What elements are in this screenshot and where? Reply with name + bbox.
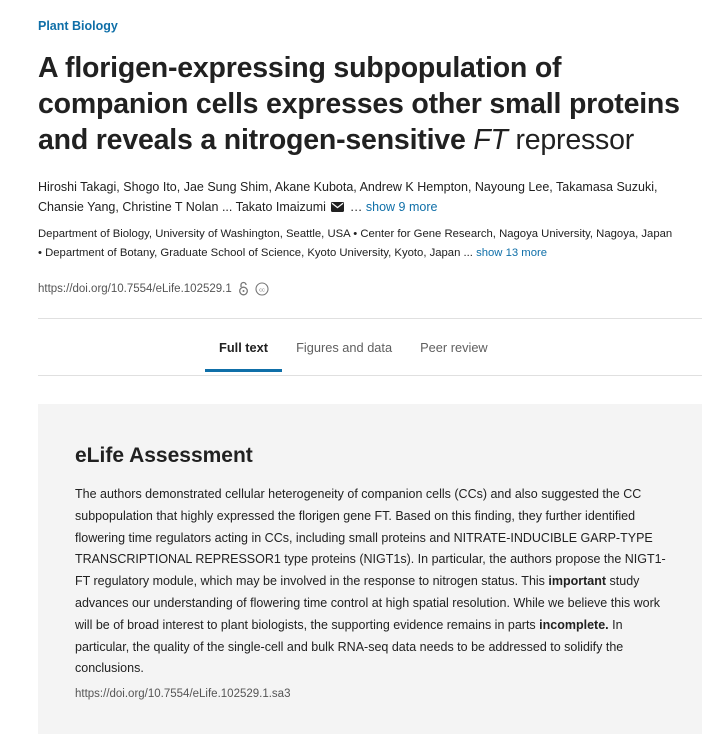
author-list: Hiroshi Takagi, Shogo Ito, Jae Sung Shim, Akane Kubota, Andrew K Hempton, Nayoung Lee, Takamasa Suzuki, Chansie Yang, Christine T Nolan ... Takato Imaizumi … show 9 more	[38, 180, 658, 214]
show-more-affiliations-link[interactable]: show 13 more	[476, 246, 548, 259]
subject-link[interactable]: Plant Biology	[38, 19, 118, 33]
author-name[interactable]: Nayoung Lee	[474, 180, 550, 194]
doi-row	[38, 281, 269, 296]
show-more-authors-link[interactable]: show 9 more	[365, 199, 438, 214]
assessment-text: The authors demonstrated cellular heterogeneity of companion cells (CCs) and also suggested the CC subpopulation that highly expressed the florigen gene FT. Based on this finding, they further identified flowering time regulators acting in CCs, including small proteins and NITRATE-INDUCIBLE GARP-TYPE TRANSCRIPTIONAL REPRESSOR1 type proteins (NIGT1s). In particular, the authors propose the NIGT1-FT regulatory module, which may be involved in the response to nitrogen status. This	[75, 487, 666, 589]
author-name[interactable]: Chansie Yang	[38, 199, 116, 214]
assessment-body	[75, 484, 670, 680]
affiliation-list: Department of Biology, University of Washington, Seattle, USA • Center for Gene Research, Nagoya University, Nagoya, Japan • Department of Botany, Graduate School of Science, Kyoto University, Kyoto, Japan ... show 13 more	[38, 228, 673, 259]
authors-ellipsis-2: …	[349, 199, 363, 214]
author-name[interactable]: Akane Kubota	[274, 180, 354, 194]
author-name[interactable]: Christine T Nolan	[122, 199, 219, 214]
article-doi-link[interactable]: https://doi.org/10.7554/eLife.102529.1	[38, 282, 232, 295]
title-text-2: repressor	[507, 124, 635, 156]
assessment-title: eLife Assessment	[75, 444, 253, 467]
affiliations-ellipsis: ...	[463, 246, 473, 259]
assessment-keyword: incomplete.	[539, 617, 609, 632]
divider	[38, 318, 702, 319]
affiliation: Department of Botany, Graduate School of Science, Kyoto University, Kyoto, Japan	[45, 246, 461, 259]
divider	[38, 375, 702, 376]
cc-license-icon	[255, 282, 269, 296]
author-name[interactable]: Shogo Ito	[123, 180, 177, 194]
mail-icon[interactable]	[331, 199, 344, 209]
authors-ellipsis: ...	[221, 199, 233, 214]
svg-text:cc: cc	[259, 286, 265, 293]
author-name[interactable]: Takato Imaizumi	[235, 199, 326, 214]
assessment-text: study advances our understanding of flowering time control at high spatial resolution. While we believe this work will be of broad interest to plant biologists, the supporting evidence remains in parts	[75, 574, 661, 632]
tab-peer-review[interactable]: Peer review	[420, 340, 488, 355]
affiliation: Center for Gene Research, Nagoya University, Nagoya, Japan	[360, 228, 673, 240]
author-name[interactable]: Jae Sung Shim	[183, 180, 269, 194]
author-name[interactable]: Takamasa Suzuki	[556, 180, 654, 194]
article-title	[38, 50, 718, 158]
affiliation: Department of Biology, University of Washington, Seattle, USA	[38, 228, 351, 240]
author-name[interactable]: Andrew K Hempton	[359, 180, 468, 194]
tab-figures-and-data[interactable]: Figures and data	[296, 340, 393, 355]
open-access-icon	[238, 281, 249, 296]
assessment-panel	[38, 404, 702, 734]
assessment-text: In particular, the quality of the single-cell and bulk RNA-seq data needs to be addressed to solidify the conclusions.	[75, 617, 624, 676]
article-tabs	[205, 330, 502, 372]
title-italic-gene: FT	[473, 124, 508, 156]
assessment-keyword: important	[548, 574, 607, 589]
assessment-doi-link[interactable]: https://doi.org/10.7554/eLife.102529.1.sa3	[75, 688, 291, 700]
title-text-1: A florigen-expressing subpopulation of companion cells expresses other small proteins and reveals a nitrogen-sensitive	[38, 52, 680, 156]
tab-full-text[interactable]: Full text	[205, 330, 282, 372]
author-name[interactable]: Hiroshi Takagi	[38, 180, 117, 194]
